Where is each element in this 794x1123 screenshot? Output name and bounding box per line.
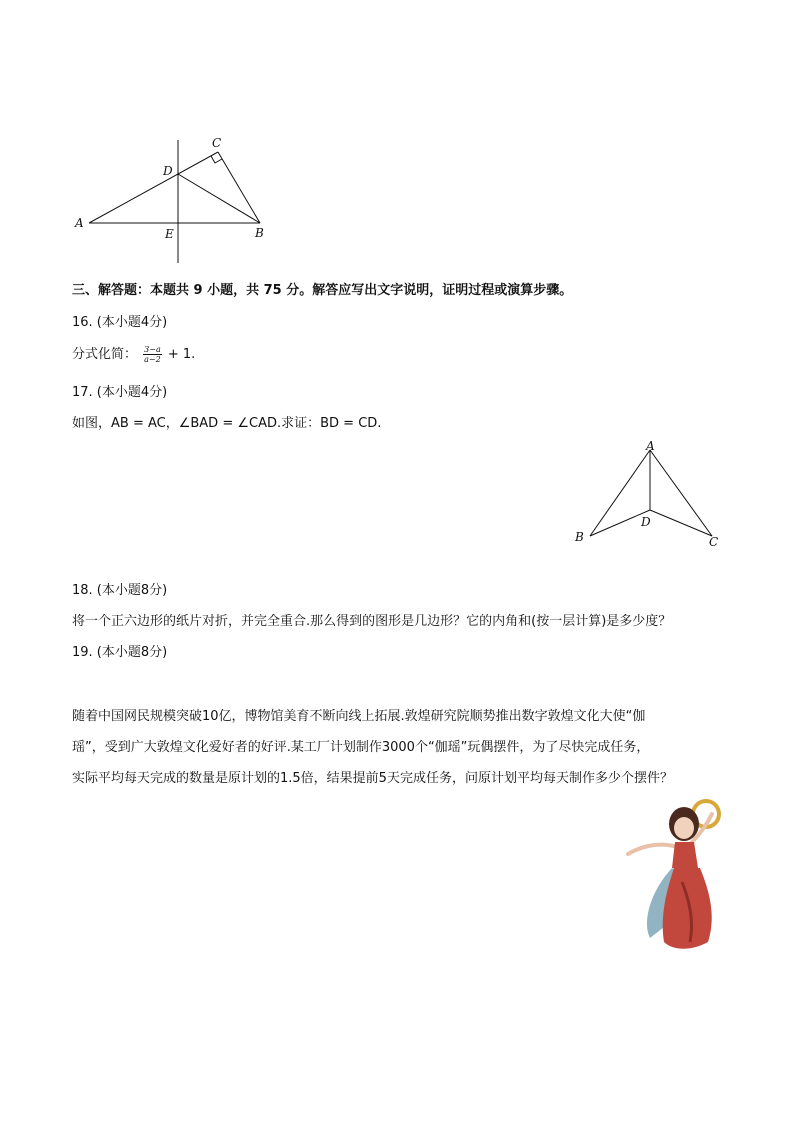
q16-denominator: a−2 xyxy=(144,355,161,364)
q17-text: 如图，AB = AC，∠BAD = ∠CAD.求证：BD = CD. xyxy=(72,416,382,431)
label-b: B xyxy=(575,530,584,544)
q17-number: 17. (本小题4分) xyxy=(72,385,168,400)
label-c: C xyxy=(212,136,222,150)
q16-fraction xyxy=(143,345,162,364)
bodice xyxy=(672,842,698,868)
q16-suffix: + 1. xyxy=(167,347,196,362)
segment-ad xyxy=(89,152,218,223)
arm-left xyxy=(628,845,680,854)
jiayao-doll-illustration xyxy=(620,792,730,954)
segment-cb xyxy=(218,152,260,223)
q18-number: 18. (本小题8分) xyxy=(72,583,168,598)
q16-number: 16. (本小题4分) xyxy=(72,315,168,330)
q16-numerator: 3−a xyxy=(144,345,161,354)
q19-number: 19. (本小题8分) xyxy=(72,645,168,660)
label-a: A xyxy=(75,216,84,230)
figure-triangle-abcd xyxy=(570,438,730,553)
section-heading: 三、解答题：本题共 9 小题，共 75 分。解答应写出文字说明，证明过程或演算步骤。 xyxy=(72,283,573,298)
face xyxy=(674,817,694,839)
right-angle-mark xyxy=(211,156,222,163)
label-a: A xyxy=(646,439,655,453)
figure-triangle-perpendicular xyxy=(70,130,280,270)
q19-line-2: 瑶”，受到广大敦煌文化爱好者的好评.某工厂计划制作3000个“伽瑶”玩偶摆件，为了尽快完成任务， xyxy=(72,740,650,755)
label-e: E xyxy=(165,227,174,241)
label-d: D xyxy=(163,164,173,178)
q19-line-3: 实际平均每天完成的数量是原计划的1.5倍，结果提前5天完成任务，问原计划平均每天制作多少个摆件？ xyxy=(72,771,673,786)
q16-body xyxy=(72,345,195,364)
label-c: C xyxy=(709,535,719,549)
segment-db xyxy=(178,174,260,223)
q19-line-1: 随着中国网民规模突破10亿，博物馆美育不断向线上拓展.敦煌研究院顺势推出数字敦煌文化大使“伽 xyxy=(72,709,646,724)
q18-text: 将一个正六边形的纸片对折，并完全重合.那么得到的图形是几边形？它的内角和(按一层计算)是多少度？ xyxy=(72,614,672,629)
q16-prefix: 分式化简： xyxy=(72,347,138,362)
label-d: D xyxy=(641,515,651,529)
label-b: B xyxy=(255,226,264,240)
